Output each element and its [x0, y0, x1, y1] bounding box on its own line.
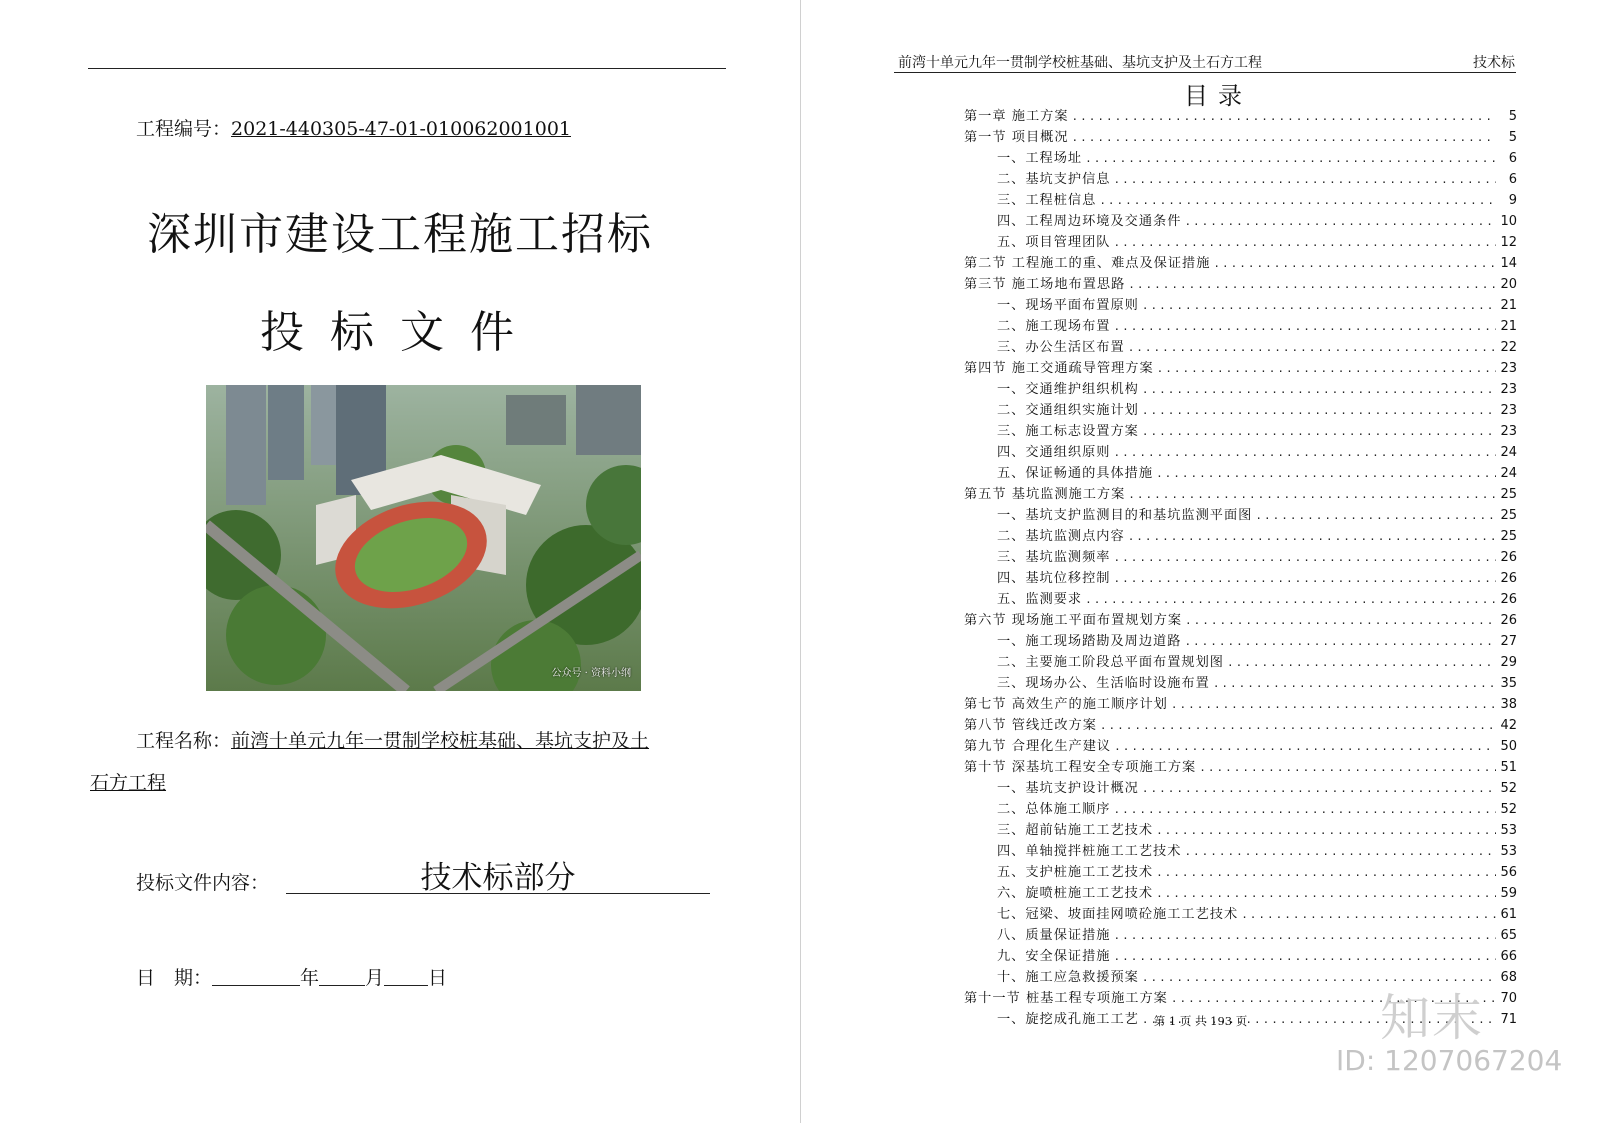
toc-entry-title: 三、超前钻施工工艺技术 — [997, 823, 1154, 838]
date-year-blank — [212, 969, 300, 986]
toc-entry-title: 第四节 施工交通疏导管理方案 — [964, 361, 1154, 376]
project-name — [136, 726, 649, 753]
toc-entry-title: 三、施工标志设置方案 — [997, 424, 1139, 439]
toc-entry[interactable] — [964, 379, 1517, 400]
toc-leader-dots — [1171, 694, 1496, 715]
toc-entry-title: 四、单轴搅拌桩施工工艺技术 — [997, 844, 1182, 859]
toc-entry-title: 三、办公生活区布置 — [997, 340, 1125, 355]
toc-entry[interactable] — [964, 883, 1517, 904]
toc-entry[interactable] — [964, 694, 1517, 715]
toc-leader-dots — [1128, 484, 1496, 505]
toc-entry[interactable] — [964, 673, 1517, 694]
toc-entry[interactable] — [964, 148, 1517, 169]
toc-entry-page: 59 — [1500, 886, 1517, 901]
toc-leader-dots — [1114, 169, 1497, 190]
toc-entry[interactable] — [964, 652, 1517, 673]
toc-entry-page: 68 — [1500, 970, 1517, 985]
toc-entry-title: 三、基坑监测频率 — [997, 550, 1111, 565]
toc-entry[interactable] — [964, 778, 1517, 799]
toc-leader-dots — [1114, 568, 1497, 589]
toc-entry[interactable] — [964, 295, 1517, 316]
toc-leader-dots — [1114, 736, 1496, 757]
toc-leader-dots — [1100, 715, 1496, 736]
watermark-id: ID: 1207067204 — [1336, 1044, 1563, 1077]
date-year-label: 年 — [300, 967, 320, 989]
toc-entry-title: 三、现场办公、生活临时设施布置 — [997, 676, 1210, 691]
toc-leader-dots — [1128, 337, 1496, 358]
toc-leader-dots — [1184, 841, 1496, 862]
toc-entry[interactable] — [964, 715, 1517, 736]
toc-entry-title: 四、工程周边环境及交通条件 — [997, 214, 1182, 229]
toc-leader-dots — [1128, 526, 1496, 547]
toc-entry[interactable] — [964, 463, 1517, 484]
toc-leader-dots — [1227, 652, 1496, 673]
toc-leader-dots — [1156, 820, 1496, 841]
toc-leader-dots — [1142, 778, 1496, 799]
project-number-value: 2021-440305-47-01-010062001001 — [231, 118, 571, 140]
toc-entry-title: 第十一节 桩基工程专项施工方案 — [964, 991, 1168, 1006]
toc-entry-title: 一、现场平面布置原则 — [997, 298, 1139, 313]
toc-entry-page: 10 — [1500, 214, 1517, 229]
toc-title: 目录 — [1184, 82, 1252, 110]
date-label: 日 期： — [136, 967, 213, 989]
toc-entry-title: 三、工程桩信息 — [997, 193, 1097, 208]
toc-entry[interactable] — [964, 190, 1517, 211]
toc-leader-dots — [1185, 610, 1496, 631]
toc-leader-dots — [1085, 589, 1496, 610]
toc-entry[interactable] — [964, 274, 1517, 295]
toc-entry-title: 六、旋喷桩施工工艺技术 — [997, 886, 1154, 901]
toc-entry-title: 四、基坑位移控制 — [997, 571, 1111, 586]
toc-entry[interactable] — [964, 232, 1517, 253]
toc-list — [964, 106, 1517, 1030]
toc-leader-dots — [1099, 190, 1496, 211]
toc-entry-title: 第一章 施工方案 — [964, 109, 1069, 124]
school-aerial-illustration — [206, 385, 641, 691]
toc-leader-dots — [1213, 253, 1496, 274]
project-name-value-line1: 前湾十单元九年一贯制学校桩基础、基坑支护及土 — [231, 730, 650, 752]
toc-entry-page: 71 — [1500, 1012, 1517, 1027]
toc-entry[interactable] — [964, 862, 1517, 883]
toc-entry-title: 第五节 基坑监测施工方案 — [964, 487, 1126, 502]
toc-leader-dots — [1142, 421, 1496, 442]
toc-entry-page: 23 — [1500, 424, 1517, 439]
toc-leader-dots — [1142, 400, 1496, 421]
toc-entry-title: 二、总体施工顺序 — [997, 802, 1111, 817]
toc-leader-dots — [1085, 148, 1496, 169]
toc-entry[interactable] — [964, 316, 1517, 337]
toc-entry[interactable] — [964, 547, 1517, 568]
toc-leader-dots — [1199, 757, 1496, 778]
toc-entry[interactable] — [964, 337, 1517, 358]
toc-entry-title: 二、交通组织实施计划 — [997, 403, 1139, 418]
toc-leader-dots — [1142, 295, 1496, 316]
toc-entry-page: 66 — [1500, 949, 1517, 964]
toc-entry-title: 五、支护桩施工工艺技术 — [997, 865, 1154, 880]
toc-entry-page: 24 — [1500, 445, 1517, 460]
toc-leader-dots — [1114, 316, 1497, 337]
toc-leader-dots — [1072, 106, 1496, 127]
toc-entry-page: 21 — [1500, 319, 1517, 334]
toc-entry-page: 27 — [1500, 634, 1517, 649]
toc-entry[interactable] — [964, 169, 1517, 190]
toc-entry[interactable] — [964, 841, 1517, 862]
toc-entry[interactable] — [964, 610, 1517, 631]
toc-entry-page: 22 — [1500, 340, 1517, 355]
toc-entry-title: 第七节 高效生产的施工顺序计划 — [964, 697, 1168, 712]
toc-entry-title: 一、工程场址 — [997, 151, 1083, 166]
toc-entry-page: 53 — [1500, 844, 1517, 859]
toc-entry-title: 二、基坑监测点内容 — [997, 529, 1125, 544]
content-underline — [286, 893, 710, 894]
toc-leader-dots — [1213, 673, 1496, 694]
toc-entry-page: 26 — [1500, 571, 1517, 586]
toc-entry-page: 56 — [1500, 865, 1517, 880]
toc-entry-title: 第二节 工程施工的重、难点及保证措施 — [964, 256, 1211, 271]
toc-entry-page: 26 — [1500, 592, 1517, 607]
toc-entry[interactable] — [964, 526, 1517, 547]
toc-entry-page: 9 — [1508, 193, 1517, 208]
toc-entry[interactable] — [964, 484, 1517, 505]
toc-entry-page: 21 — [1500, 298, 1517, 313]
cover-top-rule — [88, 68, 726, 69]
project-name-label: 工程名称： — [136, 730, 232, 752]
toc-leader-dots — [1072, 127, 1496, 148]
toc-entry[interactable] — [964, 799, 1517, 820]
toc-entry[interactable] — [964, 736, 1517, 757]
toc-leader-dots — [1114, 946, 1497, 967]
content-value: 技术标部分 — [420, 860, 576, 896]
content-label: 投标文件内容： — [136, 872, 270, 894]
toc-entry-title: 一、基坑支护监测目的和基坑监测平面图 — [997, 508, 1253, 523]
toc-leader-dots — [1255, 505, 1496, 526]
project-name-value-line2: 石方工程 — [90, 772, 167, 794]
toc-entry-page: 52 — [1500, 802, 1517, 817]
toc-entry-title: 五、项目管理团队 — [997, 235, 1111, 250]
date-row — [136, 963, 447, 990]
watermark-logo: 知末 — [1380, 989, 1484, 1047]
toc-entry[interactable] — [964, 505, 1517, 526]
toc-entry-page: 23 — [1500, 382, 1517, 397]
toc-entry-title: 五、监测要求 — [997, 592, 1083, 607]
date-day-blank — [384, 969, 428, 986]
toc-entry-page: 25 — [1500, 529, 1517, 544]
image-caption: 公众号 · 资料小纲 — [551, 668, 631, 679]
toc-entry-title: 八、质量保证措施 — [997, 928, 1111, 943]
toc-leader-dots — [1114, 799, 1497, 820]
toc-entry-title: 十、施工应急救援预案 — [997, 970, 1139, 985]
toc-entry-title: 一、施工现场踏勘及周边道路 — [997, 634, 1182, 649]
toc-entry-page: 12 — [1500, 235, 1517, 250]
toc-entry-page: 25 — [1500, 508, 1517, 523]
toc-entry-page: 61 — [1500, 907, 1517, 922]
toc-entry-title: 第九节 合理化生产建议 — [964, 739, 1112, 754]
toc-leader-dots — [1157, 358, 1496, 379]
cover-subtitle: 投标文件 — [260, 307, 540, 358]
toc-entry-title: 二、主要施工阶段总平面布置规划图 — [997, 655, 1224, 670]
date-month-label: 月 — [365, 967, 385, 989]
toc-entry[interactable] — [964, 631, 1517, 652]
toc-entry-page: 51 — [1500, 760, 1517, 775]
toc-leader-dots — [1142, 379, 1496, 400]
toc-entry-page: 70 — [1500, 991, 1517, 1006]
toc-leader-dots — [1241, 904, 1496, 925]
toc-entry-page: 6 — [1508, 172, 1517, 187]
toc-entry-title: 第十节 深基坑工程安全专项施工方案 — [964, 760, 1197, 775]
toc-entry[interactable] — [964, 757, 1517, 778]
school-rendering-image — [206, 385, 641, 691]
toc-entry-title: 第八节 管线迁改方案 — [964, 718, 1097, 733]
toc-entry-title: 一、基坑支护设计概况 — [997, 781, 1139, 796]
toc-entry-page: 20 — [1500, 277, 1517, 292]
toc-entry-title: 一、旋挖成孔施工工艺 — [997, 1012, 1139, 1027]
toc-leader-dots — [1114, 547, 1497, 568]
toc-page — [801, 0, 1600, 1123]
project-number-label: 工程编号： — [136, 118, 232, 140]
running-header-label: 技术标 — [1473, 55, 1515, 71]
toc-entry[interactable] — [964, 358, 1517, 379]
toc-entry-title: 九、安全保证措施 — [997, 949, 1111, 964]
running-header-title: 前湾十单元九年一贯制学校桩基础、基坑支护及土石方工程 — [898, 55, 1262, 71]
toc-leader-dots — [1114, 232, 1497, 253]
toc-entry-page: 50 — [1500, 739, 1517, 754]
toc-entry-title: 四、交通组织原则 — [997, 445, 1111, 460]
toc-entry[interactable] — [964, 442, 1517, 463]
toc-entry-page: 6 — [1508, 151, 1517, 166]
toc-entry-page: 25 — [1500, 487, 1517, 502]
toc-entry[interactable] — [964, 421, 1517, 442]
toc-leader-dots — [1184, 631, 1496, 652]
toc-leader-dots — [1184, 211, 1496, 232]
toc-entry[interactable] — [964, 820, 1517, 841]
toc-leader-dots — [1156, 463, 1496, 484]
toc-entry-page: 5 — [1508, 130, 1517, 145]
toc-entry-title: 二、基坑支护信息 — [997, 172, 1111, 187]
toc-entry-page: 23 — [1500, 361, 1517, 376]
toc-entry-page: 42 — [1500, 718, 1517, 733]
toc-entry-page: 24 — [1500, 466, 1517, 481]
toc-leader-dots — [1128, 274, 1496, 295]
toc-leader-dots — [1156, 883, 1496, 904]
toc-leader-dots — [1114, 925, 1497, 946]
toc-entry-title: 二、施工现场布置 — [997, 319, 1111, 334]
date-day-label: 日 — [428, 967, 448, 989]
date-month-blank — [319, 969, 365, 986]
toc-entry-page: 26 — [1500, 613, 1517, 628]
toc-entry[interactable] — [964, 904, 1517, 925]
toc-entry[interactable] — [964, 211, 1517, 232]
toc-entry[interactable] — [964, 127, 1517, 148]
toc-leader-dots — [1114, 442, 1497, 463]
toc-entry-title: 一、交通维护组织机构 — [997, 382, 1139, 397]
toc-entry-title: 第一节 项目概况 — [964, 130, 1069, 145]
toc-entry-title: 第六节 现场施工平面布置规划方案 — [964, 613, 1183, 628]
toc-entry-page: 14 — [1500, 256, 1517, 271]
toc-entry[interactable] — [964, 106, 1517, 127]
toc-entry[interactable] — [964, 400, 1517, 421]
project-number — [136, 114, 571, 141]
cover-title: 深圳市建设工程施工招标 — [147, 209, 653, 260]
toc-entry-page: 38 — [1500, 697, 1517, 712]
toc-entry-page: 52 — [1500, 781, 1517, 796]
page-footer: 第 1 页 共 193 页 — [1153, 1014, 1248, 1028]
toc-entry[interactable] — [964, 589, 1517, 610]
header-rule — [894, 72, 1516, 73]
toc-entry-page: 65 — [1500, 928, 1517, 943]
toc-entry[interactable] — [964, 568, 1517, 589]
toc-entry-title: 七、冠梁、坡面挂网喷砼施工工艺技术 — [997, 907, 1239, 922]
toc-entry-page: 29 — [1500, 655, 1517, 670]
toc-entry-page: 35 — [1500, 676, 1517, 691]
toc-entry-page: 26 — [1500, 550, 1517, 565]
toc-entry-page: 53 — [1500, 823, 1517, 838]
toc-leader-dots — [1156, 862, 1496, 883]
toc-entry-title: 五、保证畅通的具体措施 — [997, 466, 1154, 481]
toc-entry-page: 5 — [1508, 109, 1517, 124]
toc-entry[interactable] — [964, 946, 1517, 967]
toc-entry[interactable] — [964, 925, 1517, 946]
toc-entry-page: 23 — [1500, 403, 1517, 418]
toc-entry[interactable] — [964, 253, 1517, 274]
toc-entry-title: 第三节 施工场地布置思路 — [964, 277, 1126, 292]
